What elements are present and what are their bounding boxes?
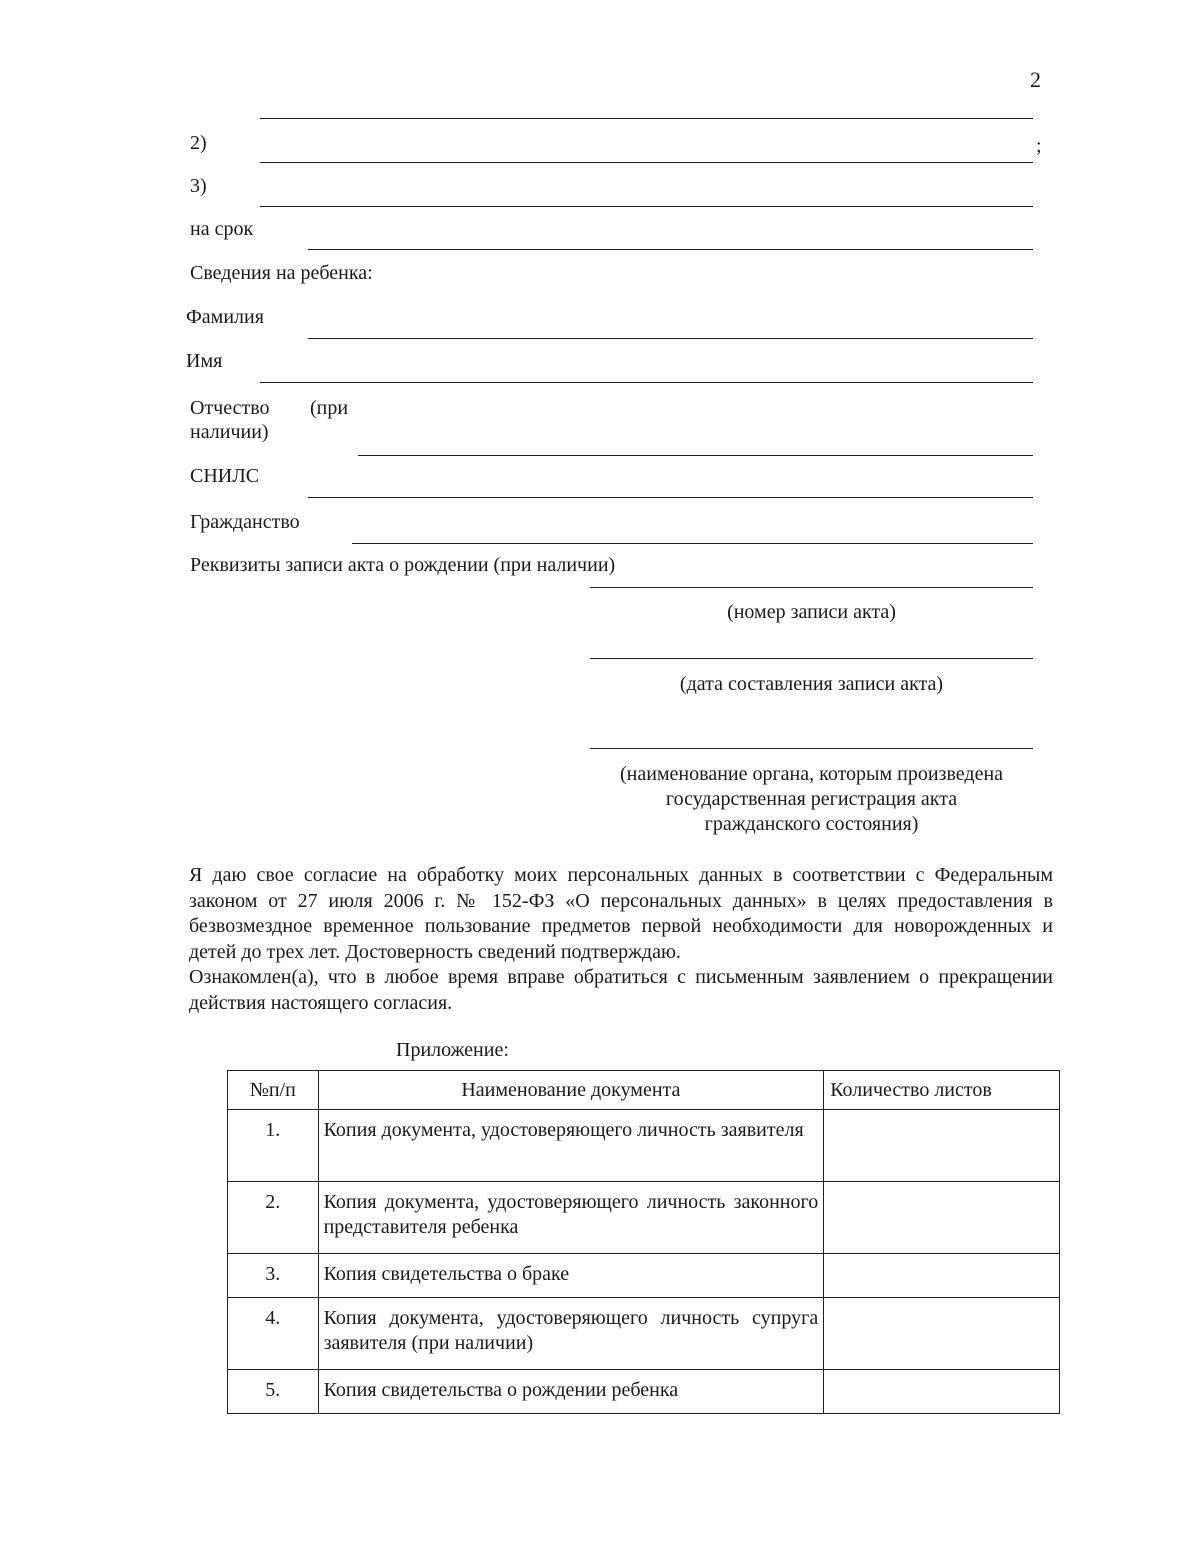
row-sheet-count[interactable] <box>824 1182 1060 1254</box>
row-sheet-count[interactable] <box>824 1298 1060 1370</box>
authority-caption-line-3: гражданского состояния) <box>704 813 919 835</box>
authority-field[interactable] <box>590 748 1033 749</box>
acknowledgement-paragraph: Ознакомлен(а), что в любое время вправе обратиться с письменным заявлением о прекращении действия настоящего согласия. <box>189 966 1053 1014</box>
patronymic-label-2: (при <box>310 397 349 419</box>
header-document-name: Наименование документа <box>318 1071 824 1110</box>
authority-caption-line-1: (наименование органа, которым произведена <box>619 763 1004 785</box>
row-sheet-count[interactable] <box>824 1110 1060 1182</box>
child-section-title: Сведения на ребенка: <box>190 262 373 284</box>
item2-semicolon: ; <box>1036 135 1042 157</box>
birth-record-label: Реквизиты записи акта о рождении (при наличии) <box>190 554 616 576</box>
item3-field[interactable] <box>260 206 1033 207</box>
attachment-title: Приложение: <box>396 1039 509 1061</box>
citizenship-label: Гражданство <box>190 511 300 533</box>
row-document-name: Копия документа, удостоверяющего личность заявителя <box>318 1110 824 1182</box>
item3-label: 3) <box>190 175 207 197</box>
patronymic-label-3: наличии) <box>190 421 269 443</box>
consent-text <box>189 863 1053 1016</box>
table-row <box>228 1370 1060 1414</box>
attachment-table <box>227 1070 1060 1414</box>
row-number: 2. <box>228 1182 319 1254</box>
snils-label: СНИЛС <box>190 465 260 487</box>
row-number: 4. <box>228 1298 319 1370</box>
record-date-field[interactable] <box>590 658 1033 659</box>
row-number: 3. <box>228 1254 319 1298</box>
name-label: Имя <box>186 350 223 372</box>
name-field[interactable] <box>260 382 1033 383</box>
item1-continuation-line <box>260 118 1033 119</box>
record-date-caption: (дата составления записи акта) <box>679 673 944 695</box>
patronymic-label-1: Отчество <box>190 397 270 419</box>
term-field[interactable] <box>308 249 1033 250</box>
citizenship-field[interactable] <box>352 543 1033 544</box>
page-number: 2 <box>1030 67 1041 92</box>
snils-field[interactable] <box>308 497 1033 498</box>
item2-label: 2) <box>190 132 207 154</box>
header-number: №п/п <box>228 1071 319 1110</box>
row-number: 1. <box>228 1110 319 1182</box>
row-document-name: Копия документа, удостоверяющего личность супруга заявителя (при наличии) <box>318 1298 824 1370</box>
patronymic-field[interactable] <box>358 455 1033 456</box>
table-row <box>228 1298 1060 1370</box>
record-number-field[interactable] <box>590 587 1033 588</box>
table-row <box>228 1110 1060 1182</box>
authority-caption-line-2: государственная регистрация акта <box>665 788 958 810</box>
item2-field[interactable] <box>260 162 1033 163</box>
table-row <box>228 1182 1060 1254</box>
surname-field[interactable] <box>308 338 1033 339</box>
term-label: на срок <box>190 218 254 240</box>
row-document-name: Копия свидетельства о браке <box>318 1254 824 1298</box>
table-row <box>228 1254 1060 1298</box>
row-sheet-count[interactable] <box>824 1254 1060 1298</box>
row-document-name: Копия свидетельства о рождении ребенка <box>318 1370 824 1414</box>
surname-label: Фамилия <box>186 306 264 328</box>
row-number: 5. <box>228 1370 319 1414</box>
table-header-row <box>228 1071 1060 1110</box>
record-number-caption: (номер записи акта) <box>727 601 896 623</box>
row-sheet-count[interactable] <box>824 1370 1060 1414</box>
consent-paragraph: Я даю свое согласие на обработку моих персональных данных в соответствии с Федеральным законом от 27 июля 2006 г. № 152-ФЗ «О персональных данных» в целях предоставления в безвозмездное временное пользование предметов первой необходимости для новорожденных и детей до трех лет. Достоверность сведений подтверждаю. <box>189 864 1053 963</box>
row-document-name: Копия документа, удостоверяющего личность законного представителя ребенка <box>318 1182 824 1254</box>
header-sheet-count: Количество листов <box>824 1071 1060 1110</box>
